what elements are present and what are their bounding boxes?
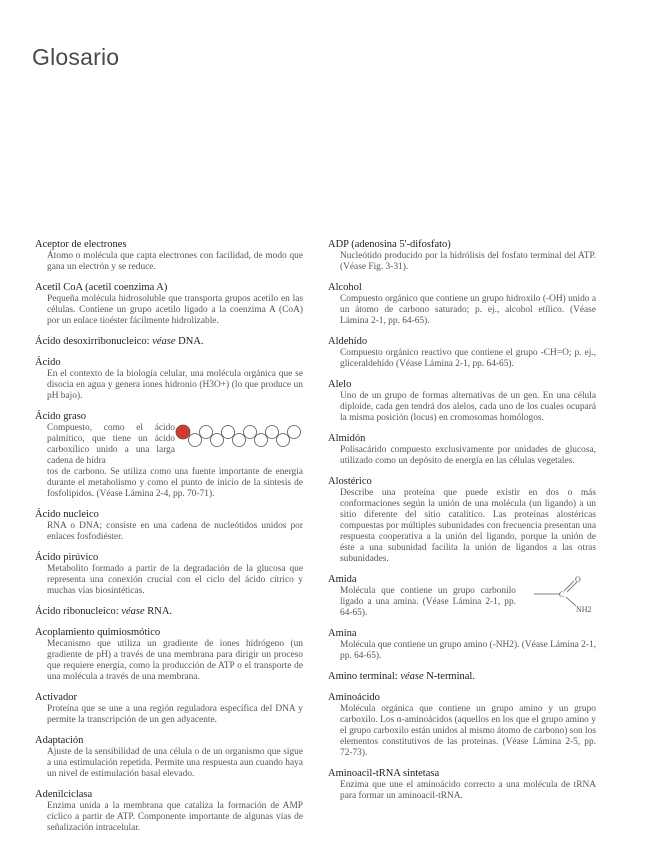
glossary-definition: Nucleótido producido por la hidrólisis del fosfato terminal del ATP. (Véase Fig. 3-31).	[340, 251, 596, 272]
amide-structure-icon	[530, 574, 600, 618]
glossary-definition: Describe una proteína que puede existir en dos o más conformaciones según la unión de una molécula (un ligando) a un sitio diferente del sitio catalítico. Las proteínas alostéricas compuestas por múltiples subunidades con frecuencia presentan una respuesta cooperativa a la unión del ligando, porque la unión de éste a una subunidad facilita la unión de ligandos a las otras subunidades.	[340, 488, 596, 564]
glossary-term: Alostérico	[328, 476, 372, 487]
page-title: Glosario	[32, 44, 120, 70]
fatty-acid-chain-icon	[175, 421, 305, 451]
glossary-entry	[35, 552, 303, 597]
glossary-entry	[328, 768, 596, 802]
glossary-entry	[35, 411, 303, 500]
glossary-term: Almidón	[328, 433, 366, 444]
glossary-definition: Metabolito formado a partir de la degradación de la glucosa que representa una conexión crucial con el ciclo del ácido cítrico y muchas vías biosintéticas.	[47, 564, 303, 596]
glossary-entry	[328, 628, 596, 662]
glossary-definition: Molécula que contiene un grupo carbonilo ligado a una amina. (Véase Lámina 2-1, pp. 64-65).	[340, 586, 516, 618]
glossary-term: Aminoacil-tRNA sintetasa	[328, 768, 440, 779]
glossary-term	[35, 606, 303, 618]
glossary-entry	[328, 336, 596, 370]
glossary-term: Ácido nucleico	[35, 509, 99, 520]
glossary-entry	[35, 627, 303, 683]
see-target[interactable]: RNA.	[147, 606, 173, 617]
glossary-term: Ácido	[35, 357, 61, 368]
see-reference: véase	[400, 671, 424, 682]
glossary-term-label: Amino terminal:	[328, 671, 398, 682]
glossary-definition: Molécula que contiene un grupo amino (-NH2). (Véase Lámina 2-1, pp. 64-65).	[340, 640, 596, 661]
amide-amine-label: NH2	[576, 605, 592, 614]
glossary-entry	[328, 476, 596, 565]
glossary-column-right	[328, 239, 596, 811]
glossary-term: Aminoácido	[328, 692, 380, 703]
glossary-term: Acoplamiento quimiosmótico	[35, 627, 161, 638]
glossary-entry	[35, 735, 303, 780]
glossary-term: Amina	[328, 628, 357, 639]
glossary-definition: En el contexto de la biología celular, una molécula orgánica que se disocia en agua y genera iones hidronio (H3O+) (lo que produce un pH bajo).	[47, 369, 303, 401]
glossary-entry	[328, 239, 596, 273]
glossary-entry	[328, 692, 596, 759]
glossary-entry	[35, 336, 303, 348]
glossary-entry	[328, 671, 596, 683]
glossary-term	[35, 336, 303, 348]
glossary-definition: Átomo o molécula que capta electrones con facilidad, de modo que gana un electrón y se reduce.	[47, 251, 303, 272]
glossary-definition: Enzima que une el aminoácido correcto a una molécula de tRNA para formar un aminoacil-tRNA.	[340, 780, 596, 801]
amide-carbon-label: C	[559, 590, 565, 599]
glossary-term: Acetil CoA (acetil coenzima A)	[35, 282, 168, 293]
glossary-term: Ácido pirúvico	[35, 552, 99, 563]
glossary-definition-continued: tos de carbono. Se utiliza como una fuente importante de energía durante el metabolismo y como el punto de inicio de la síntesis de fosfolípidos. (Véase Lámina 2-4, pp. 70-71).	[47, 467, 303, 499]
glossary-definition: Pequeña molécula hidrosoluble que transporta grupos acetilo en las células. Contiene un grupo acetilo ligado a la coenzima A (CoA) por un enlace tioéster fácilmente hidrolizable.	[47, 294, 303, 326]
glossary-term: Amida	[328, 574, 357, 585]
glossary-entry	[328, 574, 596, 619]
glossary-term: Alelo	[328, 379, 352, 390]
glossary-term	[328, 671, 596, 683]
glossary-term: ADP (adenosina 5'-difosfato)	[328, 239, 451, 250]
glossary-entry	[35, 789, 303, 834]
glossary-definition: RNA o DNA; consiste en una cadena de nucleótidos unidos por enlaces fosfodiéster.	[47, 521, 303, 542]
glossary-definition: Compuesto, como el ácido palmítico, que tiene un ácido carboxílico unido a una larga cadena de hidra	[47, 423, 175, 466]
glossary-definition: Enzima unida a la membrana que cataliza la formación de AMP cíclico a partir de ATP. Componente importante de algunas vías de señalización intracelular.	[47, 801, 303, 833]
glossary-entry	[35, 239, 303, 273]
glossary-entry	[35, 606, 303, 618]
glossary-definition: Compuesto orgánico que contiene un grupo hidroxilo (-OH) unido a un átomo de carbono saturado; p. ej., alcohol etílico. (Véase Lámina 2-1, pp. 64-65).	[340, 294, 596, 326]
glossary-entry	[328, 433, 596, 467]
glossary-entry	[35, 692, 303, 726]
glossary-term-label: Ácido desoxirribonucleico:	[35, 336, 150, 347]
glossary-definition: Compuesto orgánico reactivo que contiene el grupo -CH=O; p. ej., gliceraldehído (Véase Lámina 2-1, pp. 64-65).	[340, 348, 596, 369]
glossary-entry	[35, 357, 303, 402]
glossary-column-left	[35, 239, 303, 843]
glossary-term: Ácido graso	[35, 411, 87, 422]
glossary-definition: Ajuste de la sensibilidad de una célula o de un organismo que sigue a una estimulación repetida. Permite una respuesta aun cuando haya un nivel de estimulación basal elevado.	[47, 747, 303, 779]
glossary-entry	[35, 509, 303, 543]
glossary-term: Activador	[35, 692, 77, 703]
glossary-entry	[328, 379, 596, 424]
glossary-term-label: Ácido ribonucleico:	[35, 606, 119, 617]
glossary-definition: Mecanismo que utiliza un gradiente de iones hidrógeno (un gradiente de pH) a través de una membrana para dirigir un proceso que requiere energía, como la producción de ATP o el transporte de una molécula a través de una membrana.	[47, 639, 303, 682]
glossary-entry	[328, 282, 596, 327]
glossary-term: Aceptor de electrones	[35, 239, 127, 250]
glossary-entry	[35, 282, 303, 327]
amide-oxygen-label: O	[575, 575, 581, 584]
glossary-definition: Uno de un grupo de formas alternativas de un gen. En una célula diploide, cada gen tendrá dos alelos, cada uno de los cuales ocupará la misma posición (locus) en cromosomas homólogos.	[340, 391, 596, 423]
glossary-term: Aldehído	[328, 336, 368, 347]
glossary-term: Adenilciclasa	[35, 789, 93, 800]
glossary-term: Adaptación	[35, 735, 84, 746]
see-reference: véase	[152, 336, 176, 347]
see-reference: véase	[121, 606, 145, 617]
glossary-definition: Polisacárido compuesto exclusivamente por unidades de glucosa, utilizado como un depósito de energía en las células vegetales.	[340, 445, 596, 466]
see-target[interactable]: N-terminal.	[426, 671, 475, 682]
glossary-term: Alcohol	[328, 282, 362, 293]
glossary-definition: Proteína que se une a una región reguladora específica del DNA y permite la transcripción de un gen adyacente.	[47, 704, 303, 725]
see-target[interactable]: DNA.	[178, 336, 204, 347]
glossary-definition: Molécula orgánica que contiene un grupo amino y un grupo carboxilo. Los α-aminoácidos (aquellos en los que el grupo amino y el grupo carboxilo están unidos al mismo átomo de carbono) son los elementos constitutivos de las proteínas. (Véase Lámina 2-5, pp. 72-73).	[340, 704, 596, 758]
